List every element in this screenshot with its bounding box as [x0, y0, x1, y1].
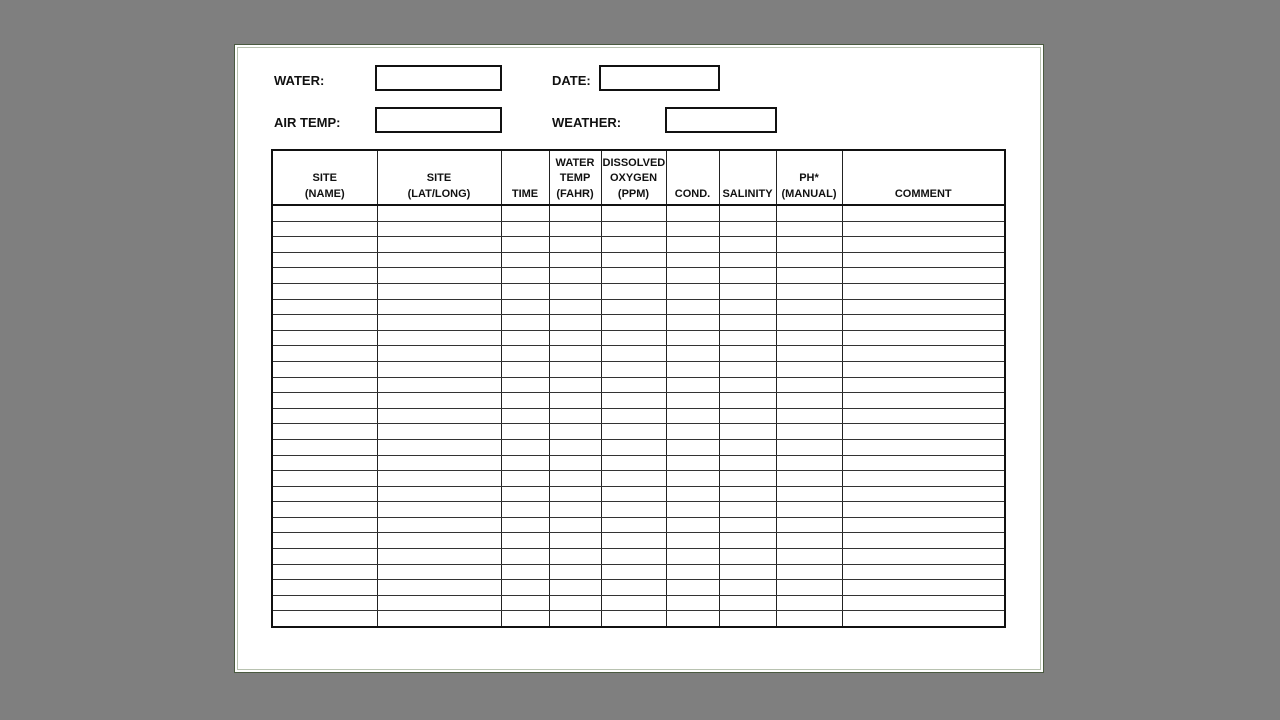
table-cell[interactable] — [501, 315, 549, 331]
table-cell[interactable] — [272, 471, 377, 487]
table-cell[interactable] — [272, 595, 377, 611]
table-cell[interactable] — [377, 439, 501, 455]
table-cell[interactable] — [719, 283, 776, 299]
water-label: WATER: — [274, 73, 325, 88]
table-cell[interactable] — [776, 517, 842, 533]
table-cell[interactable] — [272, 315, 377, 331]
table-cell[interactable] — [501, 455, 549, 471]
table-cell[interactable] — [377, 517, 501, 533]
table-cell[interactable] — [549, 393, 601, 409]
table-cell[interactable] — [549, 361, 601, 377]
table-cell[interactable] — [776, 237, 842, 253]
table-cell[interactable] — [719, 471, 776, 487]
table-cell[interactable] — [842, 471, 1005, 487]
table-cell[interactable] — [601, 502, 666, 518]
table-cell[interactable] — [719, 268, 776, 284]
table-cell[interactable] — [501, 205, 549, 221]
table-row — [272, 471, 1005, 487]
table-cell[interactable] — [501, 549, 549, 565]
table-cell[interactable] — [776, 393, 842, 409]
table-cell[interactable] — [666, 221, 719, 237]
col-ph-header: PH* (MANUAL) — [776, 150, 842, 205]
table-cell[interactable] — [501, 564, 549, 580]
table-cell[interactable] — [601, 346, 666, 362]
table-cell[interactable] — [549, 533, 601, 549]
table-cell[interactable] — [377, 533, 501, 549]
table-cell[interactable] — [272, 299, 377, 315]
table-cell[interactable] — [272, 517, 377, 533]
table-cell[interactable] — [377, 471, 501, 487]
weather-field[interactable] — [665, 107, 777, 133]
data-log-table — [271, 149, 1006, 628]
table-row — [272, 549, 1005, 565]
table-cell[interactable] — [501, 330, 549, 346]
table-cell[interactable] — [501, 486, 549, 502]
col-dissolved-oxygen-header: DISSOLVED OXYGEN (PPM) — [601, 150, 666, 205]
table-cell[interactable] — [719, 502, 776, 518]
table-cell[interactable] — [501, 361, 549, 377]
table-cell[interactable] — [272, 502, 377, 518]
table-cell[interactable] — [666, 393, 719, 409]
table-cell[interactable] — [272, 346, 377, 362]
table-cell[interactable] — [377, 237, 501, 253]
table-cell[interactable] — [272, 439, 377, 455]
header-row — [272, 150, 1005, 205]
table-cell[interactable] — [719, 361, 776, 377]
table-cell[interactable] — [377, 346, 501, 362]
table-cell[interactable] — [601, 252, 666, 268]
table-cell[interactable] — [501, 580, 549, 596]
table-row — [272, 299, 1005, 315]
table-cell[interactable] — [272, 455, 377, 471]
table-cell[interactable] — [666, 237, 719, 253]
table-cell[interactable] — [842, 221, 1005, 237]
table-cell[interactable] — [719, 486, 776, 502]
table-cell[interactable] — [842, 439, 1005, 455]
table-cell[interactable] — [601, 221, 666, 237]
table-cell[interactable] — [666, 471, 719, 487]
table-cell[interactable] — [719, 564, 776, 580]
table-cell[interactable] — [719, 315, 776, 331]
table-cell[interactable] — [377, 205, 501, 221]
table-cell[interactable] — [377, 408, 501, 424]
table-cell[interactable] — [776, 268, 842, 284]
table-cell[interactable] — [549, 486, 601, 502]
table-cell[interactable] — [549, 471, 601, 487]
table-cell[interactable] — [666, 377, 719, 393]
table-cell[interactable] — [666, 611, 719, 627]
table-cell[interactable] — [719, 252, 776, 268]
table-row — [272, 346, 1005, 362]
table-cell[interactable] — [601, 330, 666, 346]
table-cell[interactable] — [776, 252, 842, 268]
table-row — [272, 564, 1005, 580]
table-row — [272, 315, 1005, 331]
table-cell[interactable] — [719, 377, 776, 393]
table-cell[interactable] — [377, 221, 501, 237]
table-cell[interactable] — [776, 471, 842, 487]
table-cell[interactable] — [501, 424, 549, 440]
table-row — [272, 611, 1005, 627]
table-cell[interactable] — [776, 346, 842, 362]
table-cell[interactable] — [842, 611, 1005, 627]
table-cell[interactable] — [272, 221, 377, 237]
col-water-temp-header: WATER TEMP (FAHR) — [549, 150, 601, 205]
table-cell[interactable] — [377, 486, 501, 502]
table-row — [272, 408, 1005, 424]
table-cell[interactable] — [776, 330, 842, 346]
table-cell[interactable] — [666, 580, 719, 596]
table-cell[interactable] — [377, 549, 501, 565]
table-cell[interactable] — [719, 299, 776, 315]
table-cell[interactable] — [377, 393, 501, 409]
table-cell[interactable] — [842, 486, 1005, 502]
table-cell[interactable] — [272, 283, 377, 299]
table-cell[interactable] — [377, 611, 501, 627]
table-cell[interactable] — [549, 346, 601, 362]
table-cell[interactable] — [666, 595, 719, 611]
table-cell[interactable] — [842, 424, 1005, 440]
table-row — [272, 533, 1005, 549]
table-cell[interactable] — [549, 315, 601, 331]
table-cell[interactable] — [719, 424, 776, 440]
table-row — [272, 517, 1005, 533]
table-cell[interactable] — [666, 502, 719, 518]
table-cell[interactable] — [842, 361, 1005, 377]
table-cell[interactable] — [272, 268, 377, 284]
table-cell[interactable] — [719, 221, 776, 237]
table-cell[interactable] — [666, 408, 719, 424]
table-cell[interactable] — [666, 549, 719, 565]
table-cell[interactable] — [842, 346, 1005, 362]
table-cell[interactable] — [601, 393, 666, 409]
table-cell[interactable] — [842, 408, 1005, 424]
table-cell[interactable] — [377, 377, 501, 393]
table-row — [272, 580, 1005, 596]
table-cell[interactable] — [776, 595, 842, 611]
table-body — [272, 205, 1005, 627]
col-cond-header: COND. — [666, 150, 719, 205]
table-cell[interactable] — [719, 580, 776, 596]
table-cell[interactable] — [601, 564, 666, 580]
table-cell[interactable] — [377, 268, 501, 284]
table-row — [272, 377, 1005, 393]
table-cell[interactable] — [776, 580, 842, 596]
table-cell[interactable] — [501, 408, 549, 424]
table-cell[interactable] — [719, 533, 776, 549]
table-cell[interactable] — [776, 455, 842, 471]
table-cell[interactable] — [666, 455, 719, 471]
table-row — [272, 361, 1005, 377]
table-row — [272, 330, 1005, 346]
table-cell[interactable] — [719, 439, 776, 455]
table-row — [272, 486, 1005, 502]
table-cell[interactable] — [601, 237, 666, 253]
table-row — [272, 252, 1005, 268]
table-cell[interactable] — [719, 330, 776, 346]
table-cell[interactable] — [377, 315, 501, 331]
table-cell[interactable] — [776, 549, 842, 565]
table-cell[interactable] — [776, 221, 842, 237]
table-row — [272, 424, 1005, 440]
table-row — [272, 595, 1005, 611]
table-cell[interactable] — [272, 252, 377, 268]
table-cell[interactable] — [776, 408, 842, 424]
col-time-header: TIME — [501, 150, 549, 205]
table-cell[interactable] — [842, 237, 1005, 253]
table-cell[interactable] — [666, 424, 719, 440]
col-site-latlong-header: SITE (LAT/LONG) — [377, 150, 501, 205]
table-cell[interactable] — [501, 439, 549, 455]
table-cell[interactable] — [601, 549, 666, 565]
table-cell[interactable] — [377, 299, 501, 315]
table-cell[interactable] — [501, 268, 549, 284]
table-cell[interactable] — [776, 424, 842, 440]
col-site-name-header: SITE (NAME) — [272, 150, 377, 205]
table-cell[interactable] — [377, 252, 501, 268]
table-cell[interactable] — [601, 205, 666, 221]
table-cell[interactable] — [776, 283, 842, 299]
table-cell[interactable] — [272, 611, 377, 627]
table-cell[interactable] — [272, 237, 377, 253]
table-cell[interactable] — [719, 595, 776, 611]
table-cell[interactable] — [501, 252, 549, 268]
table-cell[interactable] — [501, 517, 549, 533]
table-row — [272, 268, 1005, 284]
table-cell[interactable] — [666, 283, 719, 299]
table-row — [272, 439, 1005, 455]
table-cell[interactable] — [377, 424, 501, 440]
table-cell[interactable] — [776, 377, 842, 393]
table-cell[interactable] — [377, 502, 501, 518]
table-cell[interactable] — [776, 533, 842, 549]
table-cell[interactable] — [601, 268, 666, 284]
table-cell[interactable] — [601, 595, 666, 611]
table-row — [272, 393, 1005, 409]
table-cell[interactable] — [666, 486, 719, 502]
table-cell[interactable] — [272, 486, 377, 502]
table-cell[interactable] — [842, 377, 1005, 393]
table-row — [272, 283, 1005, 299]
table-cell[interactable] — [549, 221, 601, 237]
table-row — [272, 455, 1005, 471]
table-cell[interactable] — [666, 346, 719, 362]
air-temp-field[interactable] — [375, 107, 502, 133]
table-cell[interactable] — [377, 330, 501, 346]
table-cell[interactable] — [549, 564, 601, 580]
table-cell[interactable] — [272, 393, 377, 409]
table-cell[interactable] — [549, 377, 601, 393]
table-cell[interactable] — [666, 517, 719, 533]
table-cell[interactable] — [549, 408, 601, 424]
table-cell[interactable] — [719, 346, 776, 362]
table-cell[interactable] — [601, 517, 666, 533]
table-cell[interactable] — [666, 299, 719, 315]
table-cell[interactable] — [776, 564, 842, 580]
water-field[interactable] — [375, 65, 502, 91]
table-cell[interactable] — [601, 455, 666, 471]
table-cell[interactable] — [601, 439, 666, 455]
table-cell[interactable] — [501, 611, 549, 627]
table-cell[interactable] — [666, 564, 719, 580]
table-cell[interactable] — [501, 237, 549, 253]
table-cell[interactable] — [666, 330, 719, 346]
table-cell[interactable] — [272, 377, 377, 393]
table-cell[interactable] — [776, 205, 842, 221]
table-cell[interactable] — [666, 315, 719, 331]
table-cell[interactable] — [601, 611, 666, 627]
table-cell[interactable] — [842, 517, 1005, 533]
table-cell[interactable] — [272, 330, 377, 346]
table-cell[interactable] — [601, 424, 666, 440]
table-cell[interactable] — [549, 268, 601, 284]
table-cell[interactable] — [666, 252, 719, 268]
table-cell[interactable] — [549, 237, 601, 253]
table-cell[interactable] — [776, 502, 842, 518]
table-cell[interactable] — [601, 471, 666, 487]
table-cell[interactable] — [549, 502, 601, 518]
table-cell[interactable] — [842, 315, 1005, 331]
table-cell[interactable] — [549, 549, 601, 565]
table-cell[interactable] — [549, 299, 601, 315]
table-cell[interactable] — [549, 611, 601, 627]
table-cell[interactable] — [776, 486, 842, 502]
table-cell[interactable] — [549, 517, 601, 533]
table-row — [272, 502, 1005, 518]
table-cell[interactable] — [601, 283, 666, 299]
table-cell[interactable] — [842, 299, 1005, 315]
table-cell[interactable] — [549, 595, 601, 611]
table-cell[interactable] — [776, 611, 842, 627]
table-cell[interactable] — [842, 533, 1005, 549]
table-cell[interactable] — [666, 439, 719, 455]
table-cell[interactable] — [272, 424, 377, 440]
table-cell[interactable] — [601, 408, 666, 424]
table-cell[interactable] — [549, 580, 601, 596]
table-cell[interactable] — [719, 393, 776, 409]
table-cell[interactable] — [842, 580, 1005, 596]
table-cell[interactable] — [501, 502, 549, 518]
table-cell[interactable] — [601, 377, 666, 393]
col-salinity-header: SALINITY — [719, 150, 776, 205]
weather-label: WEATHER: — [552, 115, 622, 130]
date-label: DATE: — [552, 73, 591, 88]
table-cell[interactable] — [272, 549, 377, 565]
date-field[interactable] — [599, 65, 720, 91]
table-cell[interactable] — [719, 205, 776, 221]
table-cell[interactable] — [272, 205, 377, 221]
table-cell[interactable] — [842, 564, 1005, 580]
table-cell[interactable] — [377, 564, 501, 580]
table-cell[interactable] — [501, 377, 549, 393]
table-cell[interactable] — [719, 549, 776, 565]
table-cell[interactable] — [549, 455, 601, 471]
table-cell[interactable] — [272, 533, 377, 549]
table-cell[interactable] — [501, 393, 549, 409]
table-cell[interactable] — [719, 517, 776, 533]
table-cell[interactable] — [501, 346, 549, 362]
table-row — [272, 237, 1005, 253]
table-cell[interactable] — [719, 408, 776, 424]
table-cell[interactable] — [601, 533, 666, 549]
table-cell[interactable] — [601, 315, 666, 331]
table-cell[interactable] — [776, 439, 842, 455]
table-cell[interactable] — [719, 455, 776, 471]
table-cell[interactable] — [501, 471, 549, 487]
table-cell[interactable] — [549, 424, 601, 440]
table-cell[interactable] — [377, 595, 501, 611]
table-cell[interactable] — [776, 299, 842, 315]
table-cell[interactable] — [666, 268, 719, 284]
table-cell[interactable] — [601, 299, 666, 315]
table-cell[interactable] — [842, 455, 1005, 471]
table-cell[interactable] — [842, 595, 1005, 611]
table-cell[interactable] — [842, 502, 1005, 518]
table-cell[interactable] — [776, 361, 842, 377]
table-cell[interactable] — [501, 533, 549, 549]
table-cell[interactable] — [272, 361, 377, 377]
table-cell[interactable] — [377, 580, 501, 596]
table-cell[interactable] — [842, 252, 1005, 268]
table-cell[interactable] — [666, 361, 719, 377]
table-cell[interactable] — [501, 595, 549, 611]
table-cell[interactable] — [549, 283, 601, 299]
table-cell[interactable] — [776, 315, 842, 331]
table-cell[interactable] — [842, 283, 1005, 299]
table-cell[interactable] — [377, 361, 501, 377]
table-cell[interactable] — [601, 486, 666, 502]
table-cell[interactable] — [666, 533, 719, 549]
table-cell[interactable] — [601, 580, 666, 596]
table-cell[interactable] — [549, 205, 601, 221]
col-comment-header: COMMENT — [842, 150, 1005, 205]
table-cell[interactable] — [549, 330, 601, 346]
table-cell[interactable] — [842, 268, 1005, 284]
table-cell[interactable] — [501, 221, 549, 237]
table-cell[interactable] — [501, 283, 549, 299]
table-cell[interactable] — [549, 252, 601, 268]
table-cell[interactable] — [601, 361, 666, 377]
table-cell[interactable] — [842, 205, 1005, 221]
table-cell[interactable] — [719, 237, 776, 253]
air-temp-label: AIR TEMP: — [274, 115, 341, 130]
table-cell[interactable] — [842, 393, 1005, 409]
table-row — [272, 221, 1005, 237]
table-cell[interactable] — [272, 408, 377, 424]
table-cell[interactable] — [272, 564, 377, 580]
table-cell[interactable] — [842, 549, 1005, 565]
table-cell[interactable] — [377, 283, 501, 299]
table-row — [272, 205, 1005, 221]
table-cell[interactable] — [719, 611, 776, 627]
table-cell[interactable] — [501, 299, 549, 315]
table-cell[interactable] — [842, 330, 1005, 346]
table-cell[interactable] — [666, 205, 719, 221]
table-cell[interactable] — [377, 455, 501, 471]
table-cell[interactable] — [549, 439, 601, 455]
table-cell[interactable] — [272, 580, 377, 596]
